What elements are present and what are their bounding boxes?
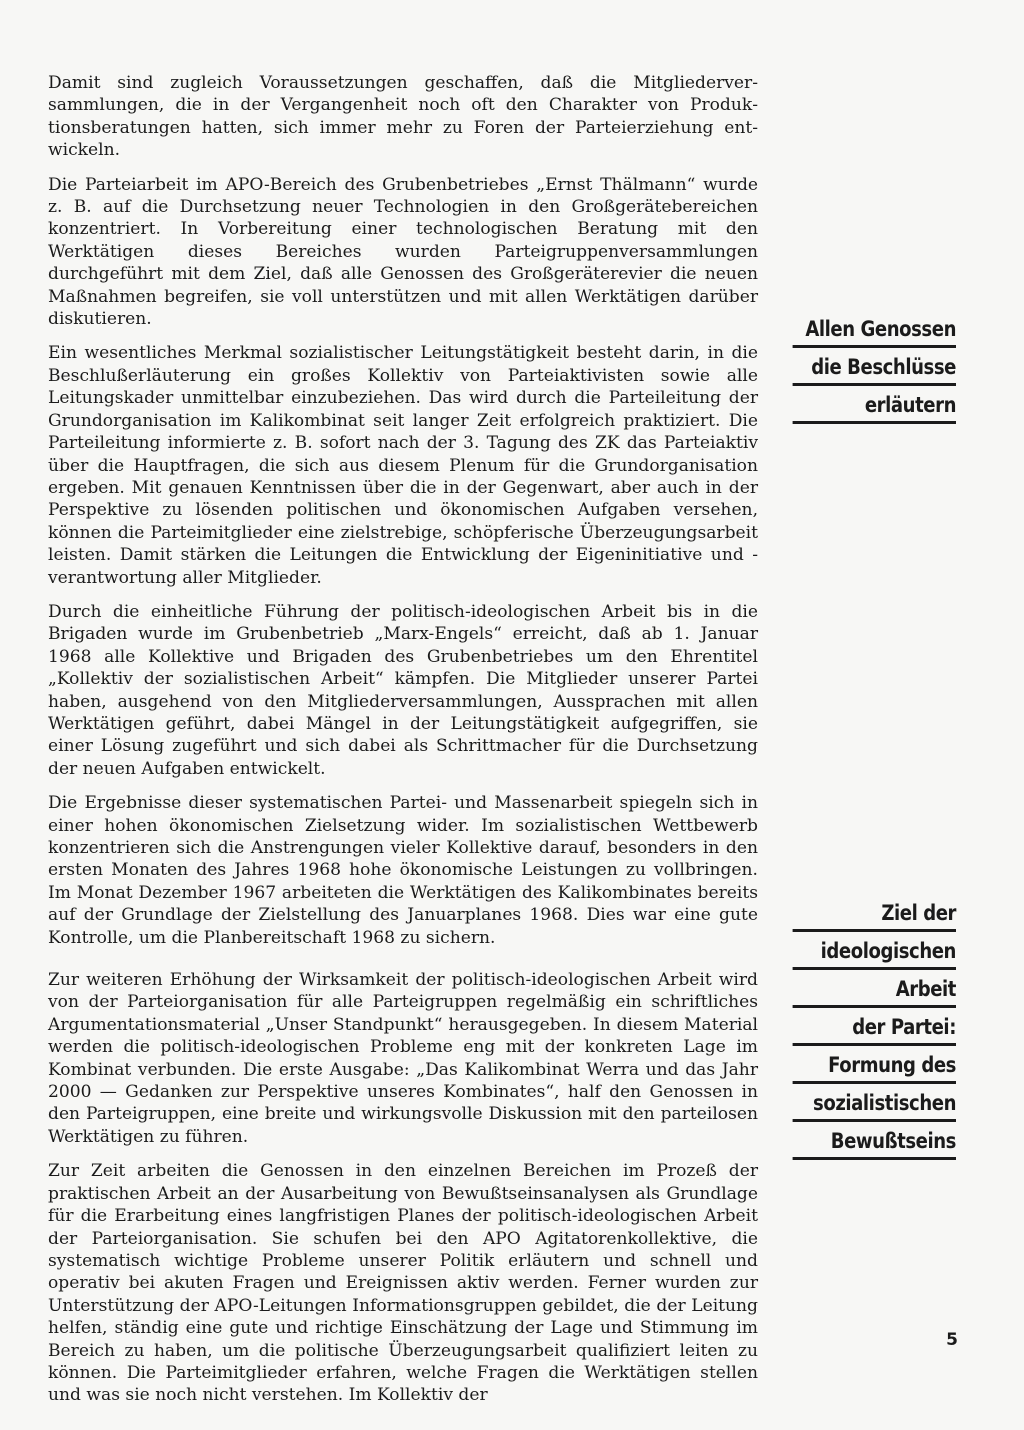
sidenote-line: die Beschlüsse: [793, 352, 956, 386]
paragraph-5: Die Ergebnisse dieser systematischen Partei- und Massenarbeit spiegeln sich in einer hohen ökonomischen Zielsetzung wider. Im sozialistischen Wettbewerb konzentrieren sich die Anstrengungen vieler Kollektive darauf, besonders in den ersten Monaten des Jahres 1968 hohe ökonomische Leistungen zu vollbringen. Im Monat Dezember 1967 arbeiteten die Werktätigen des Kalikombinates bereits auf der Grundlage der Zielstellung des Januarplanes 1968. Dies war eine gute Kontrolle, um die Planbereitschaft 1968 zu sichern.: [48, 793, 758, 948]
sidenote-beschluesse: [793, 314, 956, 428]
sidenote-line: Arbeit: [793, 974, 956, 1008]
paragraph-4: Durch die einheitliche Führung der politisch-ideologischen Arbeit bis in die Brigaden wurde im Grubenbetrieb „Marx-Engels“ erreicht, daß ab 1. Januar 1968 alle Kollektive und Brigaden des Grubenbetriebes um den Ehrentitel „Kollektiv der sozialistischen Arbeit“ kämpfen. Die Mitglieder unserer Partei haben, ausgehend von den Mitgliederversammlungen, Aussprachen mit allen Werktätigen geführt, dabei Mängel in der Leitungstätigkeit aufgegriffen, sie einer Lösung zugeführt und sich dabei als Schrittmacher für die Durchsetzung der neuen Aufgaben entwickelt.: [48, 601, 758, 779]
sidenote-line: sozialistischen: [793, 1088, 956, 1122]
sidenote-line: Bewußtseins: [793, 1126, 956, 1160]
main-text: [48, 72, 758, 1419]
sidenote-line: Formung des: [793, 1050, 956, 1084]
sidenote-ziel: [793, 898, 956, 1164]
sidenote-line: ideologischen: [793, 936, 956, 970]
page-number: 5: [946, 1330, 958, 1350]
paragraph-3: Ein wesentliches Merkmal sozialistischer Leitungstätigkeit besteht darin, in die Beschlußerläuterung ein großes Kollektiv von Parteiaktivisten sowie alle Leitungskader unmittelbar einzubeziehen. Das wird durch die Parteileitung der Grundorganisation im Kalikombinat seit langer Zeit erfolgreich praktiziert. Die Parteileitung informierte z. B. sofort nach der 3. Tagung des ZK das Parteiaktiv über die Hauptfragen, die sich aus diesem Plenum für die Grundorganisation ergeben. Mit genauen Kenntnissen über die in der Gegenwart, aber auch in der Perspektive zu lösenden politischen und ökonomischen Aufgaben versehen, können die Parteimitglieder eine zielstrebige, schöpferische Überzeugungsarbeit leisten. Damit stärken die Leitungen die Entwicklung der Eigeninitiative und -verantwortung aller Mitglieder.: [48, 343, 758, 588]
sidenote-line: der Partei:: [793, 1012, 956, 1046]
paragraph-6: Zur weiteren Erhöhung der Wirksamkeit der politisch-ideologischen Arbeit wird von der Parteiorganisation für alle Parteigruppen regelmäßig ein schriftliches Argumentationsmaterial „Unser Standpunkt“ herausgegeben. In diesem Material werden die politisch-ideologischen Probleme eng mit der konkreten Lage im Kombinat verbunden. Die erste Ausgabe: „Das Kalikombinat Werra und das Jahr 2000 — Gedanken zur Perspektive unseres Kombinates“, half den Genossen in den Parteigruppen, eine breite und wirkungsvolle Diskussion mit den parteilosen Werktätigen zu führen.: [48, 970, 758, 1147]
sidenote-line: Allen Genossen: [793, 314, 956, 348]
sidenote-line: erläutern: [793, 390, 956, 424]
paragraph-1: Damit sind zugleich Voraussetzungen geschaffen, daß die Mitgliederversammlungen, die in der Vergangenheit noch oft den Charakter von Produktionsberatungen hatten, sich immer mehr zu Foren der Parteierziehung entwickeln.: [48, 73, 758, 161]
paragraph-2: Die Parteiarbeit im APO-Bereich des Grubenbetriebes „Ernst Thälmann“ wurde z. B. auf die Durchsetzung neuer Technologien in den Großgerätebereichen konzentriert. In Vorbereitung einer technologischen Beratung mit den Werktätigen dieses Bereiches wurden Parteigruppenversammlungen durchgeführt mit dem Ziel, daß alle Genossen des Großgeräterevier die neuen Maßnahmen begreifen, sie voll unterstützen und mit allen Werktätigen darüber diskutieren.: [48, 174, 758, 330]
sidenote-line: Ziel der: [793, 898, 956, 932]
paragraph-7: Zur Zeit arbeiten die Genossen in den einzelnen Bereichen im Prozeß der praktischen Arbeit an der Ausarbeitung von Bewußtseinsanalysen als Grundlage für die Erarbeitung eines langfristigen Planes der politisch-ideologischen Arbeit der Parteiorganisation. Sie schufen bei den APO Agitatorenkollektive, die systematisch wichtige Probleme unserer Politik erläutern und schnell und operativ bei akuten Fragen und Ereignissen aktiv werden. Ferner wurden zur Unterstützung der APO-Leitungen Informationsgruppen gebildet, die der Leitung helfen, ständig eine gute und richtige Einschätzung der Lage und Stimmung im Bereich zu haben, um die politische Überzeugungsarbeit qualifiziert leiten zu können. Die Parteimitglieder erfahren, welche Fragen die Werktätigen stellen und was sie noch nicht verstehen. Im Kollektiv der: [48, 1161, 758, 1406]
